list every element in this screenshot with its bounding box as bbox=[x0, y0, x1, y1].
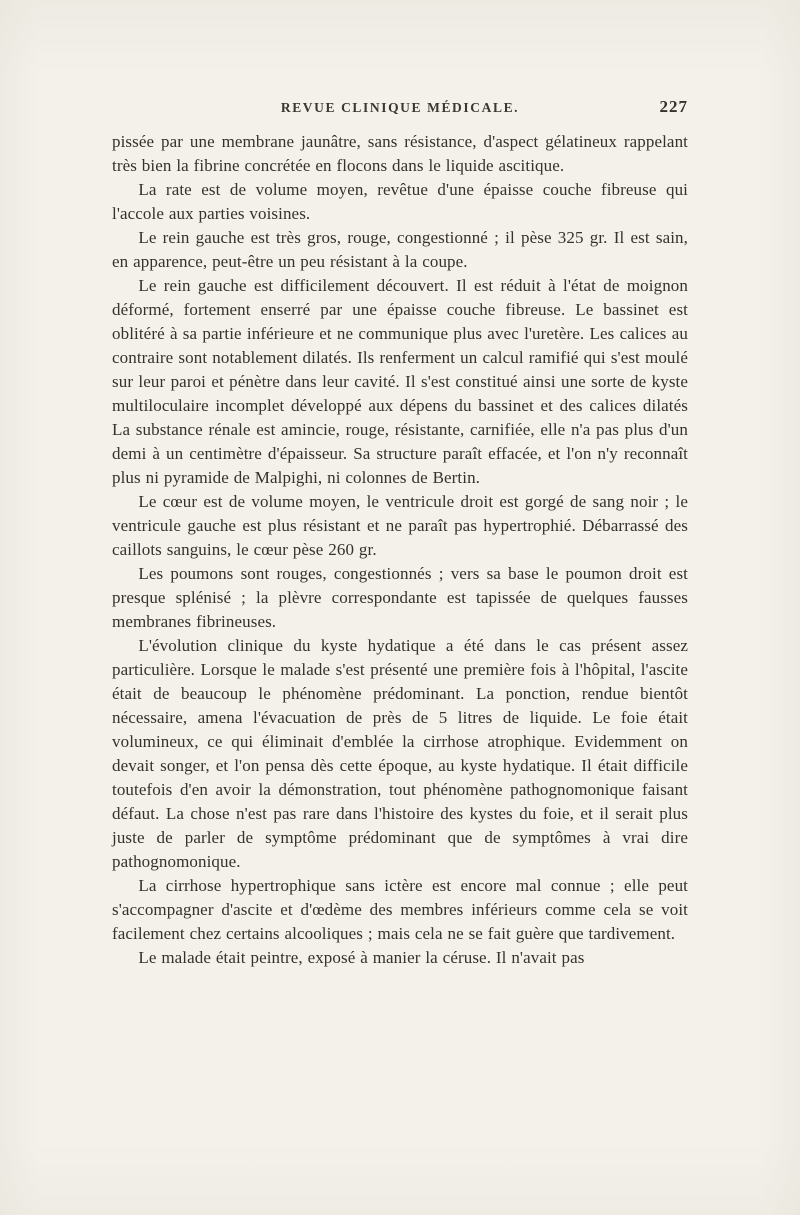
running-head bbox=[112, 97, 688, 123]
paragraph: La rate est de volume moyen, revêtue d'une épaisse couche fibreuse qui l'accole aux parties voisines. bbox=[112, 180, 688, 223]
page-number: 227 bbox=[659, 97, 688, 116]
paragraph: La cirrhose hypertrophique sans ictère est encore mal connue ; elle peut s'accompagner d'ascite et d'œdème des membres inférieurs comme cela se voit facilement chez certains alcooliques ; mais cela ne se fait guère que tardivement. bbox=[112, 876, 688, 943]
paragraph: pissée par une membrane jaunâtre, sans résistance, d'aspect gélatineux rappelant très bien la fibrine concrétée en flocons dans le liquide ascitique. bbox=[112, 132, 688, 175]
journal-title: REVUE CLINIQUE MÉDICALE. bbox=[280, 100, 520, 115]
paragraph: L'évolution clinique du kyste hydatique a été dans le cas présent assez particulière. Lorsque le malade s'est présenté une première fois à l'hôpital, l'ascite était de beaucoup le phénomène prédominant. La ponction, rendue bientôt nécessaire, amena l'évacuation de près de 5 litres de liquide. Le foie était volumineux, ce qui éliminait d'emblée la cirrhose atrophique. Evidemment on devait songer, et l'on pensa dès cette époque, au kyste hydatique. Il était difficile toutefois d'en avoir la démonstration, tout phénomène pathognomonique faisant défaut. La chose n'est pas rare dans l'histoire des kystes du foie, et il serait plus juste de parler de symptôme prédominant que de symptômes à vrai dire pathognomonique. bbox=[112, 636, 688, 871]
paragraph: Le malade était peintre, exposé à manier la céruse. Il n'avait pas bbox=[138, 948, 585, 967]
paragraph: Le cœur est de volume moyen, le ventricule droit est gorgé de sang noir ; le ventricule gauche est plus résistant et ne paraît pas hypertrophié. Débarrassé des caillots sanguins, le cœur pèse 260 gr. bbox=[112, 492, 688, 559]
paragraph: Le rein gauche est difficilement découvert. Il est réduit à l'état de moignon déformé, fortement enserré par une épaisse couche fibreuse. Le bassinet est oblitéré à sa partie inférieure et ne communique plus avec l'uretère. Les calices au contraire sont notablement dilatés. Ils renferment un calcul ramifié qui s'est moulé sur leur paroi et pénètre dans leur cavité. Il s'est constitué ainsi une sorte de kyste multiloculaire incomplet développé aux dépens du bassinet et des calices dilatés La substance rénale est amincie, rouge, résistante, carnifiée, elle n'a pas plus d'un demi à un centimètre d'épaisseur. Sa structure paraît effacée, et l'on n'y reconnaît plus ni pyramide de Malpighi, ni colonnes de Bertin. bbox=[112, 276, 688, 487]
page-body bbox=[112, 130, 688, 970]
paragraph: Les poumons sont rouges, congestionnés ; vers sa base le poumon droit est presque splénisé ; la plèvre correspondante est tapissée de quelques fausses membranes fibrineuses. bbox=[112, 564, 688, 631]
paragraph: Le rein gauche est très gros, rouge, congestionné ; il pèse 325 gr. Il est sain, en apparence, peut-être un peu résistant à la coupe. bbox=[112, 228, 688, 271]
